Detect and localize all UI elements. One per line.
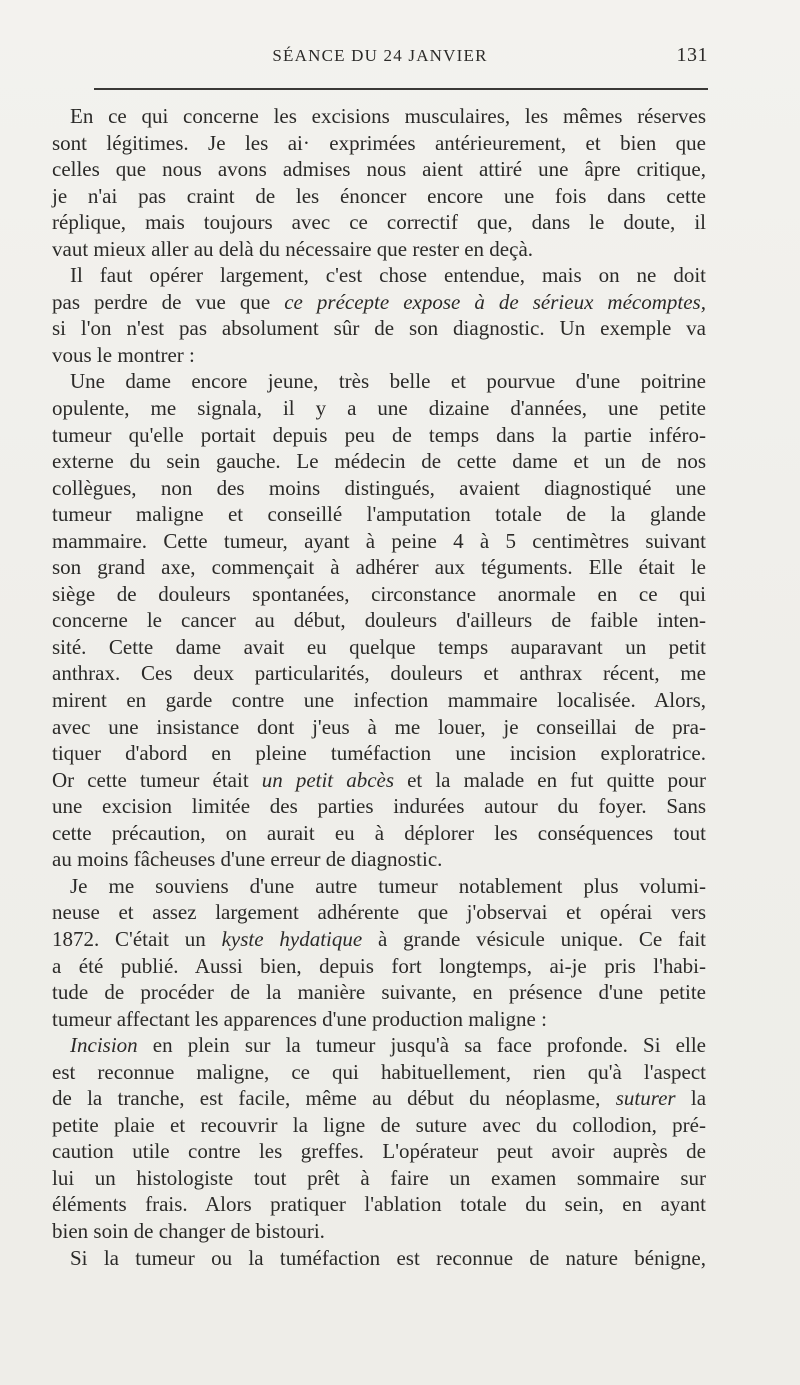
text-line: une excision limitée des parties indurées autour du foyer. Sans [52, 794, 706, 819]
text-line [52, 289, 706, 316]
text-line: externe du sein gauche. Le médecin de cette dame et un de nos [52, 449, 706, 474]
text-line: sité. Cette dame avait eu quelque temps auparavant un petit [52, 634, 706, 659]
text-line: Une dame encore jeune, très belle et pourvue d'une poitrine [70, 369, 706, 394]
text-line: éléments frais. Alors pratiquer l'ablation totale du sein, en ayant [52, 1192, 706, 1217]
text-segment: la [675, 1086, 707, 1111]
text-line: tumeur affectant les apparences d'une production maligne : [52, 1006, 547, 1031]
text-line: Il faut opérer largement, c'est chose entendue, mais on ne doit [70, 263, 706, 288]
text-line: avec une insistance dont j'eus à me louer, je conseillai de pra- [52, 714, 706, 739]
text-line: anthrax. Ces deux particularités, douleurs et anthrax récent, me [52, 661, 706, 686]
text-line [52, 926, 706, 953]
text-line: tiquer d'abord en pleine tuméfaction une incision exploratrice. [52, 741, 706, 766]
text-line: caution utile contre les greffes. L'opérateur peut avoir auprès de [52, 1139, 706, 1164]
text-line: En ce qui concerne les excisions musculaires, les mêmes réserves [70, 104, 706, 128]
text-line: mirent en garde contre une infection mammaire localisée. Alors, [52, 688, 706, 713]
italic-segment: suturer [615, 1086, 676, 1111]
body-text [52, 103, 706, 1271]
running-head: SÉANCE DU 24 JANVIER [272, 46, 488, 65]
italic-segment: ce précepte expose à de sérieux mécomptes, [284, 289, 706, 314]
text-line: petite plaie et recouvrir la ligne de suture avec du collodion, pré- [52, 1112, 706, 1137]
text-segment: et la malade en fut quitte pour [394, 767, 706, 792]
text-line: tumeur qu'elle portait depuis peu de temps dans la partie inféro- [52, 422, 706, 447]
text-line: son grand axe, commençait à adhérer aux téguments. Elle était le [52, 555, 706, 580]
text-line: tumeur maligne et conseillé l'amputation totale de la glande [52, 502, 706, 527]
italic-segment: Incision [70, 1033, 138, 1058]
text-line: lui un histologiste tout prêt à faire un examen sommaire sur [52, 1165, 706, 1190]
italic-segment: un petit abcès [261, 767, 395, 792]
text-line: cette précaution, on aurait eu à déplorer les conséquences tout [52, 820, 706, 845]
text-line: au moins fâcheuses d'une erreur de diagnostic. [52, 847, 443, 872]
text-line: concerne le cancer au début, douleurs d'ailleurs de faible inten- [52, 608, 706, 633]
text-line: est reconnue maligne, ce qui habituellement, rien qu'à l'aspect [52, 1059, 706, 1084]
text-line: bien soin de changer de bistouri. [52, 1218, 325, 1243]
text-line: sont légitimes. Je les ai· exprimées antérieurement, et bien que [52, 130, 706, 155]
text-line [52, 767, 706, 794]
text-line: vous le montrer : [52, 342, 195, 367]
text-line: je n'ai pas craint de les énoncer encore une fois dans cette [52, 183, 706, 208]
text-segment: 1872. C'était un [52, 926, 222, 951]
header-rule [94, 88, 708, 90]
page-number: 131 [676, 44, 708, 66]
page-header [52, 44, 708, 78]
text-line: neuse et assez largement adhérente que j'observai et opérai vers [52, 900, 706, 925]
text-segment: Or cette tumeur était [52, 767, 262, 792]
text-line: réplique, mais toujours avec ce correctif que, dans le doute, il [52, 210, 706, 235]
text-line: a été publié. Aussi bien, depuis fort longtemps, ai-je pris l'habi- [52, 953, 706, 978]
text-segment: pas perdre de vue que [52, 289, 285, 314]
text-line: celles que nous avons admises nous aient attiré une âpre critique, [52, 157, 706, 182]
text-line: Je me souviens d'une autre tumeur notablement plus volumi- [70, 873, 706, 898]
text-line: si l'on n'est pas absolument sûr de son diagnostic. Un exemple va [52, 316, 706, 341]
text-line: opulente, me signala, il y a une dizaine d'années, une petite [52, 396, 706, 421]
italic-segment: kyste hydatique [221, 926, 363, 951]
text-line: mammaire. Cette tumeur, ayant à peine 4 à 5 centimètres suivant [52, 528, 706, 553]
text-line: vaut mieux aller au delà du nécessaire que rester en deçà. [52, 236, 534, 261]
text-segment: à grande vésicule unique. Ce fait [362, 926, 707, 951]
text-line: tude de procéder de la manière suivante, en présence d'une petite [52, 980, 706, 1005]
text-line [52, 1085, 706, 1112]
text-segment: de la tranche, est facile, même au début du néoplasme, [52, 1086, 616, 1111]
text-line: collègues, non des moins distingués, avaient diagnostiqué une [52, 475, 706, 500]
text-line [52, 1032, 706, 1059]
text-line: Si la tumeur ou la tuméfaction est reconnue de nature bénigne, [70, 1245, 706, 1270]
text-segment: en plein sur la tumeur jusqu'à sa face profonde. Si elle [137, 1033, 706, 1058]
text-line: siège de douleurs spontanées, circonstance anormale en ce qui [52, 581, 706, 606]
